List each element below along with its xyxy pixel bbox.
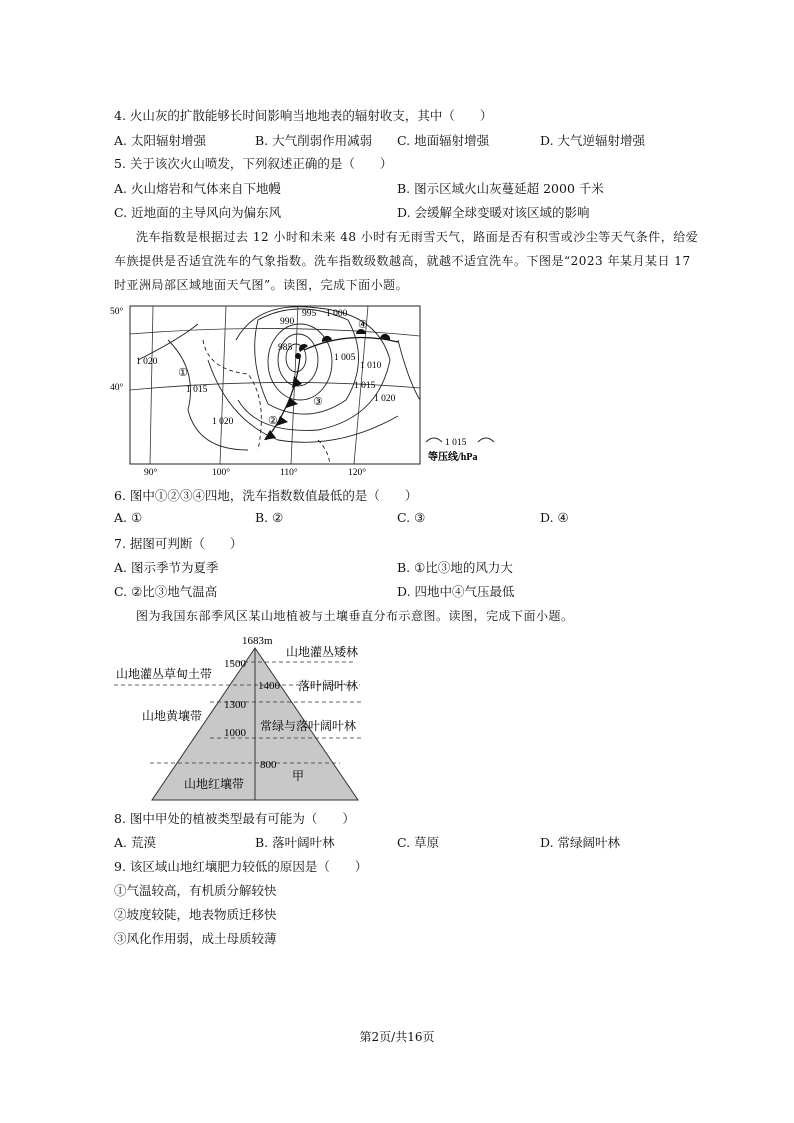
q9-item-1: ①气温较高，有机质分解较快	[114, 883, 277, 898]
passage2: 图为我国东部季风区某山地植被与土壤垂直分布示意图。读图，完成下面小题。	[136, 609, 574, 623]
q6-stem: 6. 图中①②③④四地，洗车指数数值最低的是（ ）	[114, 488, 418, 503]
isobar-label-1010: 1 010	[360, 361, 382, 371]
legend-label: 等压线/hPa	[428, 452, 478, 463]
q6-option-c: C. ③	[397, 510, 426, 525]
q8-option-c: C. 草原	[397, 835, 440, 850]
point-1: ①	[178, 367, 188, 379]
q4-option-a: A. 太阳辐射增强	[114, 133, 206, 148]
elevation-1000: 1000	[224, 727, 246, 739]
veg-label-deciduous: 落叶阔叶林	[298, 679, 359, 693]
q5-option-b: B. 图示区域火山灰蔓延超 2000 千米	[397, 181, 604, 196]
soil-label-red: 山地红壤带	[184, 777, 245, 791]
q8-stem: 8. 图中甲处的植被类型最有可能为（ ）	[114, 811, 355, 826]
isobar-label-1020-south: 1 020	[212, 417, 234, 427]
elevation-1300: 1300	[224, 699, 246, 711]
lon-label-100: 100°	[212, 468, 231, 478]
point-2: ②	[268, 415, 278, 427]
q4-stem: 4. 火山灰的扩散能够长时间影响当地地表的辐射收支，其中（ ）	[114, 108, 493, 123]
q7-option-d: D. 四地中④气压最低	[397, 584, 515, 599]
soil-label-meadow: 山地灌丛草甸土带	[116, 667, 213, 681]
passage1-line1: 洗车指数是根据过去 12 小时和未来 48 小时有无雨雪天气，路面是否有积雪或沙尘等天气条件，给爱	[136, 230, 699, 244]
isobar-label-985: 985	[278, 343, 293, 353]
passage1-line3: 时亚洲局部区域地面天气图”。读图，完成下面小题。	[114, 278, 409, 292]
elevation-800: 800	[260, 759, 277, 771]
q8-option-d: D. 常绿阔叶林	[540, 835, 621, 850]
q6-option-b: B. ②	[255, 510, 284, 525]
lon-label-90: 90°	[144, 468, 158, 478]
lat-label-40: 40°	[110, 383, 124, 393]
mountain-diagram	[110, 630, 380, 806]
q5-option-a: A. 火山熔岩和气体来自下地幔	[114, 181, 281, 196]
lat-label-50: 50°	[110, 307, 124, 317]
soil-label-yellow: 山地黄壤带	[142, 709, 203, 723]
q7-option-b: B. ①比③地的风力大	[397, 560, 513, 575]
q4-option-d: D. 大气逆辐射增强	[540, 133, 646, 148]
q7-option-c: C. ②比③地气温高	[114, 584, 218, 599]
elevation-1400: 1400	[258, 680, 280, 692]
veg-label-jia: 甲	[292, 769, 305, 783]
isobar-label-1020-east: 1 020	[374, 394, 396, 404]
lon-label-120: 120°	[348, 468, 367, 478]
page-footer: 第2页/共16页	[359, 1030, 435, 1044]
q5-stem: 5. 关于该次火山喷发，下列叙述正确的是（ ）	[114, 156, 393, 171]
lon-label-110: 110°	[280, 468, 298, 478]
isobar-label-1000: 1 000	[326, 309, 348, 319]
weather-map	[108, 300, 508, 480]
q5-option-d: D. 会缓解全球变暖对该区域的影响	[397, 205, 590, 220]
q7-option-a: A. 图示季节为夏季	[114, 560, 219, 575]
q9-stem: 9. 该区域山地红壤肥力较低的原因是（ ）	[114, 859, 368, 874]
isobar-label-1015-west: 1 015	[186, 385, 208, 395]
isobar-label-1005: 1 005	[334, 353, 356, 363]
q9-item-3: ③风化作用弱，成土母质较薄	[114, 931, 277, 946]
q8-option-b: B. 落叶阔叶林	[255, 835, 335, 850]
q7-stem: 7. 据图可判断（ ）	[114, 536, 243, 551]
passage1-line2: 车族提供是否适宜洗车的气象指数。洗车指数级数越高，就越不适宜洗车。下图是“2023 年某月某日 17	[114, 254, 691, 268]
isobar-label-1020-west: 1 020	[136, 357, 158, 367]
q6-option-a: A. ①	[114, 510, 143, 525]
q6-option-d: D. ④	[540, 510, 569, 525]
q4-option-c: C. 地面辐射增强	[397, 133, 490, 148]
point-3: ③	[313, 396, 323, 408]
veg-label-mixed: 常绿与落叶阔叶林	[260, 719, 357, 733]
q4-option-b: B. 大气削弱作用减弱	[255, 133, 373, 148]
isobar-label-995: 995	[302, 309, 317, 319]
isobar-label-1015-east: 1 015	[354, 381, 376, 391]
legend-value: 1 015	[445, 438, 467, 448]
veg-label-shrub: 山地灌丛矮林	[286, 645, 359, 659]
isobar-label-990: 990	[280, 317, 295, 327]
q9-item-2: ②坡度较陡，地表物质迁移快	[114, 907, 277, 922]
point-4: ④	[358, 319, 368, 331]
peak-label: 1683m	[242, 635, 273, 647]
q5-option-c: C. 近地面的主导风向为偏东风	[114, 205, 282, 220]
elevation-1500: 1500	[224, 658, 246, 670]
q8-option-a: A. 荒漠	[114, 835, 156, 850]
